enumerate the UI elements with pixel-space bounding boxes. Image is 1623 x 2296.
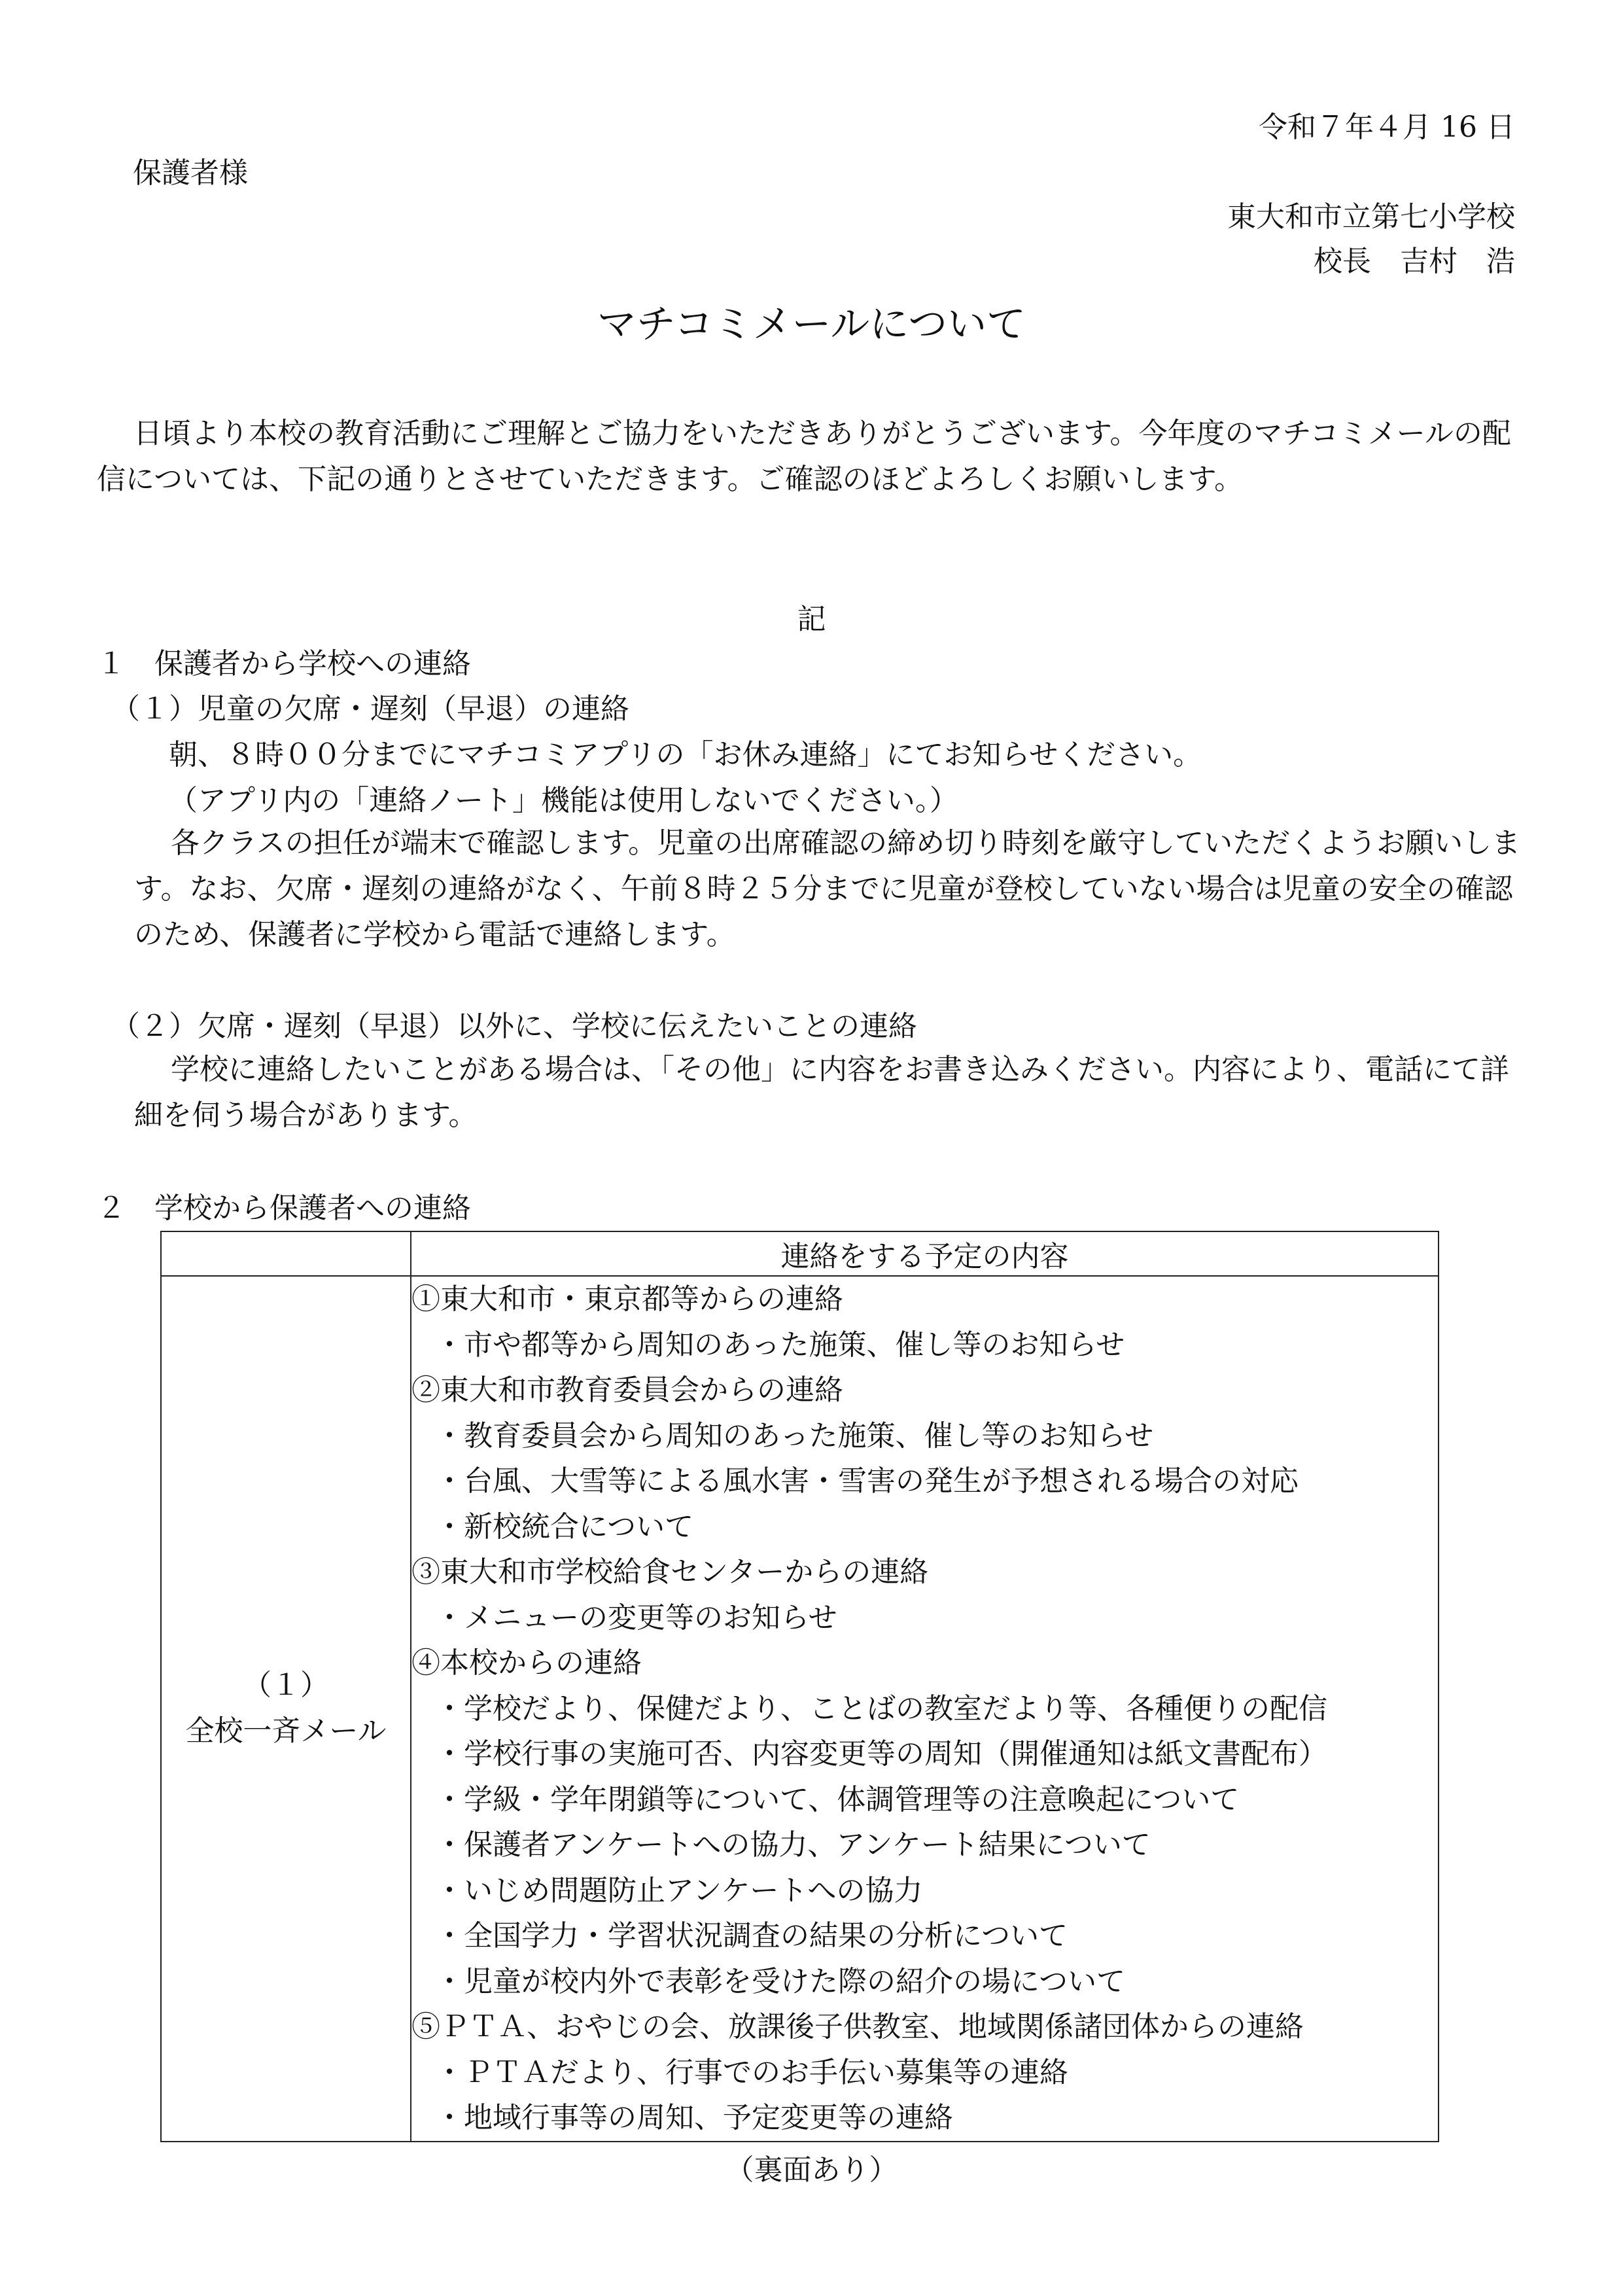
list-item: ・児童が校内外で表彰を受けた際の紹介の場について [435, 1964, 1126, 1998]
table-row [161, 1276, 1439, 2142]
list-item: ⑤ＰＴＡ、おやじの会、放課後子供教室、地域関係諸団体からの連絡 [411, 2010, 1304, 2043]
row-label-text: 全校一斉メール [185, 1714, 387, 1748]
school-name: 東大和市立第七小学校 [1227, 200, 1515, 234]
recipient: 保護者様 [133, 156, 248, 190]
row-label [161, 1276, 411, 2142]
table-header-content: 連絡をする予定の内容 [411, 1231, 1439, 1276]
row-content [411, 1276, 1439, 2142]
list-item: ・いじめ問題防止アンケートへの協力 [435, 1873, 923, 1907]
row-label-number: （１） [243, 1669, 329, 1703]
section1-sub1-heading: （１）児童の欠席・遅刻（早退）の連絡 [111, 692, 629, 726]
list-item: ・市や都等から周知のあった施策、催し等のお知らせ [435, 1328, 1125, 1362]
list-item: ③東大和市学校給食センターからの連絡 [411, 1555, 929, 1589]
table-header-row [161, 1231, 1439, 1276]
page-footer: （裏面あり） [725, 2153, 898, 2187]
contact-schedule-table [160, 1231, 1439, 2142]
list-item: ・学級・学年閉鎖等について、体調管理等の注意喚起について [435, 1782, 1240, 1816]
section1-sub2-heading: （２）欠席・遅刻（早退）以外に、学校に伝えたいことの連絡 [111, 1010, 917, 1043]
section1-heading: １ 保護者から学校への連絡 [97, 647, 471, 680]
section1-sub1-line1: 朝、８時００分までにマチコミアプリの「お休み連絡」にてお知らせください。 [169, 738, 1202, 771]
document-date: 令和７年４月 16 日 [1259, 111, 1515, 144]
list-item: ・台風、大雪等による風水害・雪害の発生が予想される場合の対応 [435, 1464, 1299, 1498]
principal-name: 校長 吉村 浩 [1314, 245, 1515, 278]
intro-paragraph: 日頃より本校の教育活動にご理解とご協力をいただきありがとうございます。今年度のマチコミメールの配信については、下記の通りとさせていただきます。ご確認のほどよろしくお願いします。 [97, 417, 1511, 496]
list-item: ・学校行事の実施可否、内容変更等の周知（開催通知は紙文書配布） [435, 1737, 1327, 1771]
ki-marker: 記 [797, 603, 826, 636]
list-item: ・地域行事等の周知、予定変更等の連絡 [435, 2101, 953, 2134]
list-item: ②東大和市教育委員会からの連絡 [411, 1373, 843, 1407]
list-item: ④本校からの連絡 [411, 1646, 642, 1680]
list-item: ①東大和市・東京都等からの連絡 [411, 1282, 843, 1316]
list-item: ・保護者アンケートへの協力、アンケート結果について [435, 1828, 1151, 1862]
list-item: ・新校統合について [435, 1510, 694, 1544]
list-item: ・全国学力・学習状況調査の結果の分析について [435, 1919, 1068, 1952]
list-item: ・教育委員会から周知のあった施策、催し等のお知らせ [435, 1419, 1154, 1453]
section1-sub1-body: 各クラスの担任が端末で確認します。児童の出席確認の締め切り時刻を厳守していただくようお願いします。なお、欠席・遅刻の連絡がなく、午前８時２５分までに児童が登校していない場合は児童の安全の確認のため、保護者に学校から電話で連絡します。 [134, 826, 1521, 951]
page-title: マチコミメールについて [597, 302, 1026, 347]
list-item: ・ＰＴＡだより、行事でのお手伝い募集等の連絡 [435, 2055, 1068, 2089]
table-header-empty [161, 1231, 411, 1276]
section1-sub1-line2: （アプリ内の「連絡ノート」機能は使用しないでください。） [169, 784, 958, 817]
list-item: ・学校だより、保健だより、ことばの教室だより等、各種便りの配信 [435, 1691, 1327, 1725]
list-item: ・メニューの変更等のお知らせ [435, 1600, 837, 1634]
section1-sub2-body: 学校に連絡したいことがある場合は、「その他」に内容をお書き込みください。内容により、電話にて詳細を伺う場合があります。 [134, 1053, 1509, 1132]
section2-heading: ２ 学校から保護者への連絡 [97, 1192, 471, 1225]
